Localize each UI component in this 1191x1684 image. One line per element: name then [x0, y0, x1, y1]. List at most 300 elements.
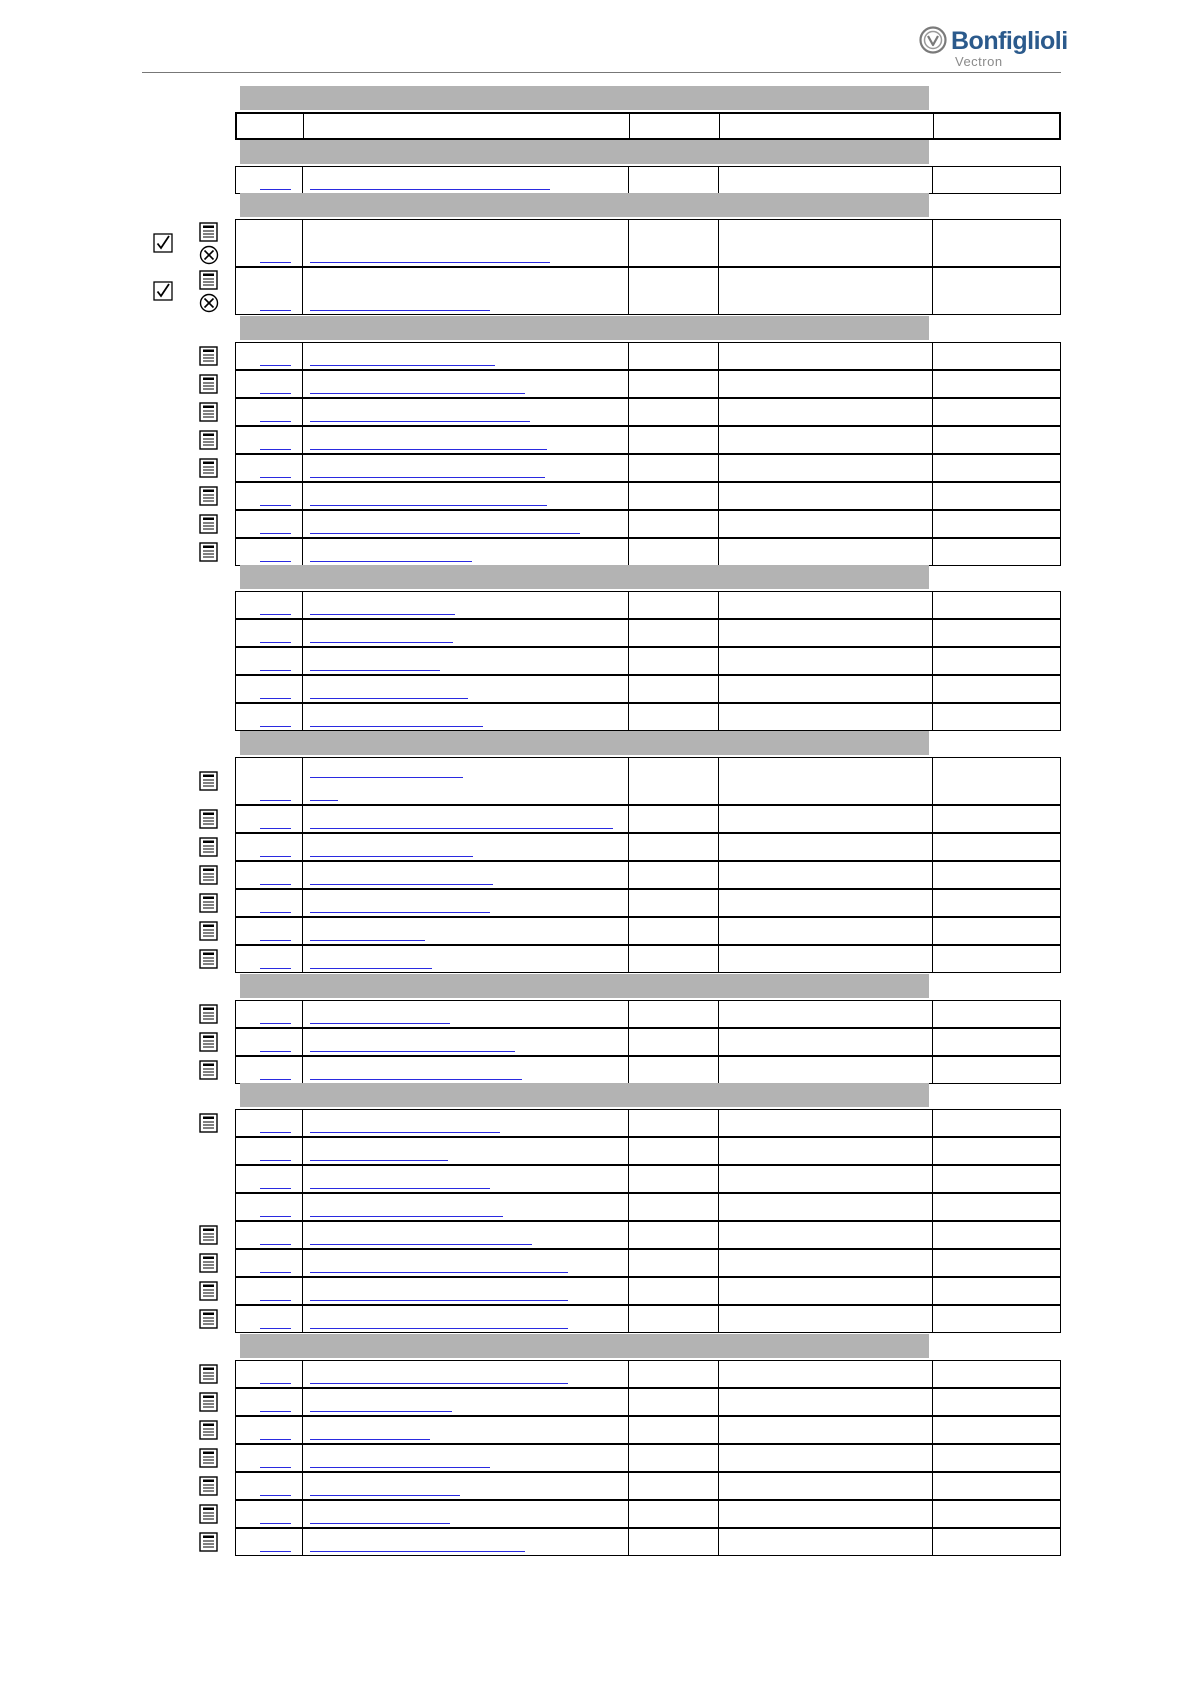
- parameter-number-link[interactable]: [260, 1188, 291, 1189]
- parameter-number-link[interactable]: [260, 1160, 291, 1161]
- table-cell: [236, 1445, 302, 1471]
- table-row: [235, 1388, 1061, 1416]
- table-cell: [933, 114, 1063, 138]
- parameter-number-link[interactable]: [260, 505, 291, 506]
- table-row: [235, 482, 1061, 510]
- table-cell: [628, 371, 718, 397]
- parameter-number-link[interactable]: [260, 561, 291, 562]
- table-cell: [236, 511, 302, 537]
- table-cell: [629, 114, 719, 138]
- parameter-name-link[interactable]: [310, 1272, 568, 1273]
- brand-logo: [919, 26, 1069, 70]
- table-cell: [718, 1166, 932, 1192]
- table-cell: [302, 676, 628, 702]
- table-cell: [628, 220, 718, 266]
- table-cell: [236, 220, 302, 266]
- table-cell: [718, 343, 932, 369]
- table-cell: [628, 1001, 718, 1027]
- table-cell: [718, 1222, 932, 1248]
- table-row: [235, 1193, 1061, 1221]
- table-cell: [718, 427, 932, 453]
- table-row: [235, 861, 1061, 889]
- table-cell: [628, 704, 718, 730]
- table-row: [235, 426, 1061, 454]
- table-cell: [718, 1029, 932, 1055]
- table-row: [235, 1028, 1061, 1056]
- parameter-number-link[interactable]: [260, 642, 291, 643]
- parameter-name-link[interactable]: [310, 1079, 522, 1080]
- table-cell: [718, 539, 932, 565]
- sheet-icon: [199, 1532, 218, 1552]
- parameter-name-link[interactable]: [310, 698, 468, 699]
- table-cell: [302, 1138, 628, 1164]
- table-cell: [236, 1389, 302, 1415]
- parameter-name-link[interactable]: [310, 828, 613, 829]
- table-cell: [628, 1417, 718, 1443]
- parameter-name-link[interactable]: [310, 1051, 515, 1052]
- parameter-name-link[interactable]: [310, 1551, 525, 1552]
- parameter-number-link[interactable]: [260, 940, 291, 941]
- sheet-icon: [199, 542, 218, 562]
- table-cell: [302, 455, 628, 481]
- brand-name: Bonfiglioli: [951, 27, 1068, 55]
- table-cell: [302, 399, 628, 425]
- table-cell: [302, 1278, 628, 1304]
- parameter-name-link[interactable]: [310, 1495, 460, 1496]
- table-cell: [302, 1001, 628, 1027]
- table-cell: [718, 399, 932, 425]
- table-row: [235, 647, 1061, 675]
- bonfiglioli-emblem-icon: [919, 26, 947, 54]
- table-cell: [628, 592, 718, 618]
- table-row: [235, 703, 1061, 731]
- table-cell: [236, 1138, 302, 1164]
- table-cell: [236, 648, 302, 674]
- parameter-number-link[interactable]: [260, 1495, 291, 1496]
- table-cell: [932, 620, 1062, 646]
- parameter-name-link[interactable]: [310, 262, 550, 263]
- table-cell: [236, 620, 302, 646]
- table-cell: [628, 758, 718, 804]
- table-row: [235, 619, 1061, 647]
- parameter-name-link[interactable]: [310, 189, 550, 190]
- table-row: [235, 1165, 1061, 1193]
- parameter-name-link[interactable]: [310, 1216, 503, 1217]
- table-cell: [302, 1389, 628, 1415]
- table-cell: [932, 220, 1062, 266]
- parameter-number-link[interactable]: [260, 912, 291, 913]
- table-cell: [236, 890, 302, 916]
- parameter-name-link[interactable]: [310, 477, 545, 478]
- parameter-number-link[interactable]: [260, 884, 291, 885]
- table-cell: [932, 1194, 1062, 1220]
- parameter-number-link[interactable]: [260, 1551, 291, 1552]
- table-cell: [718, 890, 932, 916]
- table-cell: [718, 1250, 932, 1276]
- parameter-number-link[interactable]: [260, 449, 291, 450]
- table-cell: [236, 758, 302, 804]
- section-band: [240, 86, 929, 110]
- table-cell: [718, 1529, 932, 1555]
- table-cell: [236, 1001, 302, 1027]
- sheet-icon: [199, 1476, 218, 1496]
- table-cell: [932, 371, 1062, 397]
- parameter-name-link[interactable]: [310, 1244, 532, 1245]
- table-cell: [302, 1361, 628, 1387]
- table-cell: [932, 1138, 1062, 1164]
- table-cell: [236, 1278, 302, 1304]
- table-cell: [932, 1361, 1062, 1387]
- table-row: [235, 1137, 1061, 1165]
- table-cell: [932, 1029, 1062, 1055]
- section-band: [240, 193, 929, 217]
- table-cell: [718, 946, 932, 972]
- parameter-number-link[interactable]: [260, 1383, 291, 1384]
- table-cell: [236, 343, 302, 369]
- table-row: [235, 889, 1061, 917]
- table-cell: [932, 343, 1062, 369]
- table-cell: [302, 1473, 628, 1499]
- sheet-icon: [199, 893, 218, 913]
- sheet-icon: [199, 1253, 218, 1273]
- table-row: [235, 454, 1061, 482]
- table-cell: [628, 511, 718, 537]
- table-cell: [236, 592, 302, 618]
- sheet-icon: [199, 1004, 218, 1024]
- table-cell: [236, 539, 302, 565]
- table-cell: [628, 620, 718, 646]
- table-row: [235, 510, 1061, 538]
- table-cell: [236, 1029, 302, 1055]
- table-cell: [237, 114, 303, 138]
- table-cell: [236, 1361, 302, 1387]
- table-cell: [718, 483, 932, 509]
- table-row: [235, 1277, 1061, 1305]
- parameter-number-link[interactable]: [260, 1023, 291, 1024]
- table-cell: [628, 1194, 718, 1220]
- table-cell: [302, 511, 628, 537]
- parameter-name-link[interactable]: [310, 533, 580, 534]
- table-cell: [236, 455, 302, 481]
- table-cell: [932, 834, 1062, 860]
- table-row: [235, 1109, 1061, 1137]
- parameter-name-link[interactable]: [310, 449, 547, 450]
- parameter-number-link[interactable]: [260, 262, 291, 263]
- sheet-icon: [199, 1448, 218, 1468]
- table-cell: [932, 1306, 1062, 1332]
- parameter-number-link[interactable]: [260, 1244, 291, 1245]
- parameter-number-link[interactable]: [260, 1328, 291, 1329]
- table-cell: [236, 1222, 302, 1248]
- parameter-name-link[interactable]: [310, 421, 530, 422]
- table-cell: [628, 890, 718, 916]
- parameter-number-link[interactable]: [260, 828, 291, 829]
- parameter-name-link[interactable]: [310, 1160, 448, 1161]
- table-cell: [932, 268, 1062, 314]
- table-cell: [719, 114, 933, 138]
- table-cell: [302, 758, 628, 804]
- table-cell: [302, 427, 628, 453]
- table-cell: [628, 806, 718, 832]
- table-cell: [302, 592, 628, 618]
- table-cell: [718, 1057, 932, 1083]
- section-band: [240, 565, 929, 589]
- table-cell: [718, 1417, 932, 1443]
- table-row: [235, 1221, 1061, 1249]
- parameter-name-link[interactable]: [310, 505, 547, 506]
- table-cell: [236, 371, 302, 397]
- table-cell: [236, 1250, 302, 1276]
- parameter-number-link[interactable]: [260, 421, 291, 422]
- table-cell: [302, 1417, 628, 1443]
- table-cell: [718, 1278, 932, 1304]
- parameter-number-link[interactable]: [260, 1272, 291, 1273]
- parameter-name-link[interactable]: [310, 1467, 490, 1468]
- parameter-number-link[interactable]: [260, 698, 291, 699]
- section-band: [240, 974, 929, 998]
- parameter-name-link[interactable]: [310, 968, 432, 969]
- table-cell: [718, 268, 932, 314]
- table-cell: [302, 890, 628, 916]
- sheet-icon: [199, 222, 218, 242]
- parameter-name-link[interactable]: [310, 1383, 568, 1384]
- table-cell: [932, 1445, 1062, 1471]
- checkbox-checked-icon: [153, 281, 173, 301]
- parameter-name-link[interactable]: [310, 800, 338, 801]
- table-cell: [932, 704, 1062, 730]
- table-cell: [236, 1110, 302, 1136]
- table-cell: [932, 1001, 1062, 1027]
- parameter-number-link[interactable]: [260, 856, 291, 857]
- parameter-number-link[interactable]: [260, 1411, 291, 1412]
- table-row: [235, 342, 1061, 370]
- table-cell: [932, 1250, 1062, 1276]
- table-row: [235, 1360, 1061, 1388]
- table-cell: [628, 1361, 718, 1387]
- parameter-name-link[interactable]: [310, 670, 440, 671]
- parameter-name-link[interactable]: [310, 393, 525, 394]
- sheet-icon: [199, 1032, 218, 1052]
- parameter-name-link[interactable]: [310, 614, 455, 615]
- table-cell: [302, 862, 628, 888]
- sheet-icon: [199, 270, 218, 290]
- table-cell: [932, 399, 1062, 425]
- parameter-name-link[interactable]: [310, 310, 490, 311]
- parameter-name-link[interactable]: [310, 642, 453, 643]
- table-row: [235, 1472, 1061, 1500]
- table-cell: [628, 1501, 718, 1527]
- parameter-name-link[interactable]: [310, 561, 472, 562]
- parameter-number-link[interactable]: [260, 726, 291, 727]
- parameter-number-link[interactable]: [260, 393, 291, 394]
- table-row: [235, 538, 1061, 566]
- table-cell: [302, 1194, 628, 1220]
- table-row: [235, 398, 1061, 426]
- table-cell: [236, 676, 302, 702]
- table-cell: [236, 946, 302, 972]
- table-cell: [628, 862, 718, 888]
- parameter-name-link[interactable]: [310, 1439, 430, 1440]
- table-cell: [932, 1501, 1062, 1527]
- table-row: [235, 1305, 1061, 1333]
- table-cell: [718, 1110, 932, 1136]
- table-cell: [932, 758, 1062, 804]
- parameter-number-link[interactable]: [260, 1216, 291, 1217]
- table-cell: [718, 704, 932, 730]
- parameter-name-link[interactable]: [310, 1300, 568, 1301]
- table-cell: [628, 399, 718, 425]
- table-cell: [628, 539, 718, 565]
- table-cell: [628, 427, 718, 453]
- sheet-icon: [199, 1113, 218, 1133]
- parameter-number-link[interactable]: [260, 533, 291, 534]
- parameter-number-link[interactable]: [260, 310, 291, 311]
- sheet-icon: [199, 1504, 218, 1524]
- table-cell: [628, 1138, 718, 1164]
- section-band: [240, 1083, 929, 1107]
- parameter-name-link[interactable]: [310, 856, 473, 857]
- table-cell: [932, 1417, 1062, 1443]
- table-cell: [718, 1001, 932, 1027]
- parameter-number-link[interactable]: [260, 365, 291, 366]
- cross-icon: [199, 293, 219, 313]
- table-cell: [932, 862, 1062, 888]
- table-row: [235, 370, 1061, 398]
- parameter-name-link[interactable]: [310, 1023, 450, 1024]
- table-cell: [718, 1501, 932, 1527]
- parameter-number-link[interactable]: [260, 1300, 291, 1301]
- parameter-name-link[interactable]: [310, 940, 425, 941]
- table-cell: [718, 1389, 932, 1415]
- table-cell: [302, 704, 628, 730]
- parameter-number-link[interactable]: [260, 1523, 291, 1524]
- parameter-number-link[interactable]: [260, 1051, 291, 1052]
- parameter-number-link[interactable]: [260, 670, 291, 671]
- table-cell: [932, 167, 1062, 193]
- table-cell: [628, 1029, 718, 1055]
- parameter-number-link[interactable]: [260, 1132, 291, 1133]
- table-row: [235, 675, 1061, 703]
- table-cell: [932, 806, 1062, 832]
- parameter-name-link[interactable]: [310, 1188, 490, 1189]
- parameter-name-link[interactable]: [310, 884, 493, 885]
- sheet-icon: [199, 865, 218, 885]
- sheet-icon: [199, 458, 218, 478]
- sheet-icon: [199, 514, 218, 534]
- sheet-icon: [199, 1060, 218, 1080]
- table-cell: [302, 343, 628, 369]
- table-row: [235, 833, 1061, 861]
- sheet-icon: [199, 1225, 218, 1245]
- table-cell: [302, 1110, 628, 1136]
- table-header-row: [235, 112, 1061, 140]
- table-cell: [302, 806, 628, 832]
- table-cell: [236, 806, 302, 832]
- parameter-number-link[interactable]: [260, 189, 291, 190]
- table-cell: [236, 834, 302, 860]
- brand-subname: Vectron: [955, 54, 1003, 69]
- table-cell: [628, 946, 718, 972]
- parameter-name-link[interactable]: [310, 1132, 500, 1133]
- table-cell: [628, 1306, 718, 1332]
- table-cell: [628, 343, 718, 369]
- parameter-name-link[interactable]: [310, 1411, 452, 1412]
- table-cell: [628, 1110, 718, 1136]
- table-cell: [718, 862, 932, 888]
- table-cell: [236, 1417, 302, 1443]
- parameter-number-link[interactable]: [260, 477, 291, 478]
- table-cell: [628, 1057, 718, 1083]
- parameter-name-link[interactable]: [310, 912, 490, 913]
- table-cell: [628, 455, 718, 481]
- table-cell: [718, 167, 932, 193]
- table-cell: [302, 1250, 628, 1276]
- sheet-icon: [199, 374, 218, 394]
- parameter-number-link[interactable]: [260, 1439, 291, 1440]
- table-cell: [932, 1529, 1062, 1555]
- table-cell: [302, 1222, 628, 1248]
- table-row: [235, 1500, 1061, 1528]
- parameter-name-link[interactable]: [310, 1523, 450, 1524]
- parameter-number-link[interactable]: [260, 1079, 291, 1080]
- table-cell: [718, 220, 932, 266]
- sheet-icon: [199, 1309, 218, 1329]
- table-cell: [302, 371, 628, 397]
- section-band: [240, 140, 929, 164]
- table-cell: [236, 1501, 302, 1527]
- parameter-number-link[interactable]: [260, 800, 291, 801]
- table-cell: [302, 648, 628, 674]
- table-cell: [302, 220, 628, 266]
- table-cell: [302, 483, 628, 509]
- table-cell: [932, 483, 1062, 509]
- table-cell: [932, 427, 1062, 453]
- parameter-name-link[interactable]: [310, 1328, 568, 1329]
- table-cell: [236, 1194, 302, 1220]
- parameter-number-link[interactable]: [260, 614, 291, 615]
- header-divider: [142, 72, 1061, 73]
- table-cell: [932, 539, 1062, 565]
- table-row: [235, 945, 1061, 973]
- parameter-name-link[interactable]: [310, 365, 495, 366]
- sheet-icon: [199, 1392, 218, 1412]
- parameter-number-link[interactable]: [260, 1467, 291, 1468]
- parameter-name-link[interactable]: [310, 777, 463, 778]
- table-cell: [628, 1389, 718, 1415]
- table-cell: [302, 268, 628, 314]
- table-cell: [628, 1529, 718, 1555]
- parameter-number-link[interactable]: [260, 968, 291, 969]
- table-cell: [302, 539, 628, 565]
- sheet-icon: [199, 346, 218, 366]
- sheet-icon: [199, 921, 218, 941]
- table-cell: [236, 427, 302, 453]
- table-cell: [236, 483, 302, 509]
- table-cell: [932, 592, 1062, 618]
- table-row: [235, 591, 1061, 619]
- table-cell: [236, 268, 302, 314]
- table-cell: [932, 1110, 1062, 1136]
- table-cell: [236, 1529, 302, 1555]
- table-cell: [718, 1445, 932, 1471]
- parameter-name-link[interactable]: [310, 726, 483, 727]
- sheet-icon: [199, 1364, 218, 1384]
- table-cell: [932, 1473, 1062, 1499]
- table-cell: [718, 1194, 932, 1220]
- table-cell: [302, 1029, 628, 1055]
- table-cell: [628, 483, 718, 509]
- table-cell: [302, 918, 628, 944]
